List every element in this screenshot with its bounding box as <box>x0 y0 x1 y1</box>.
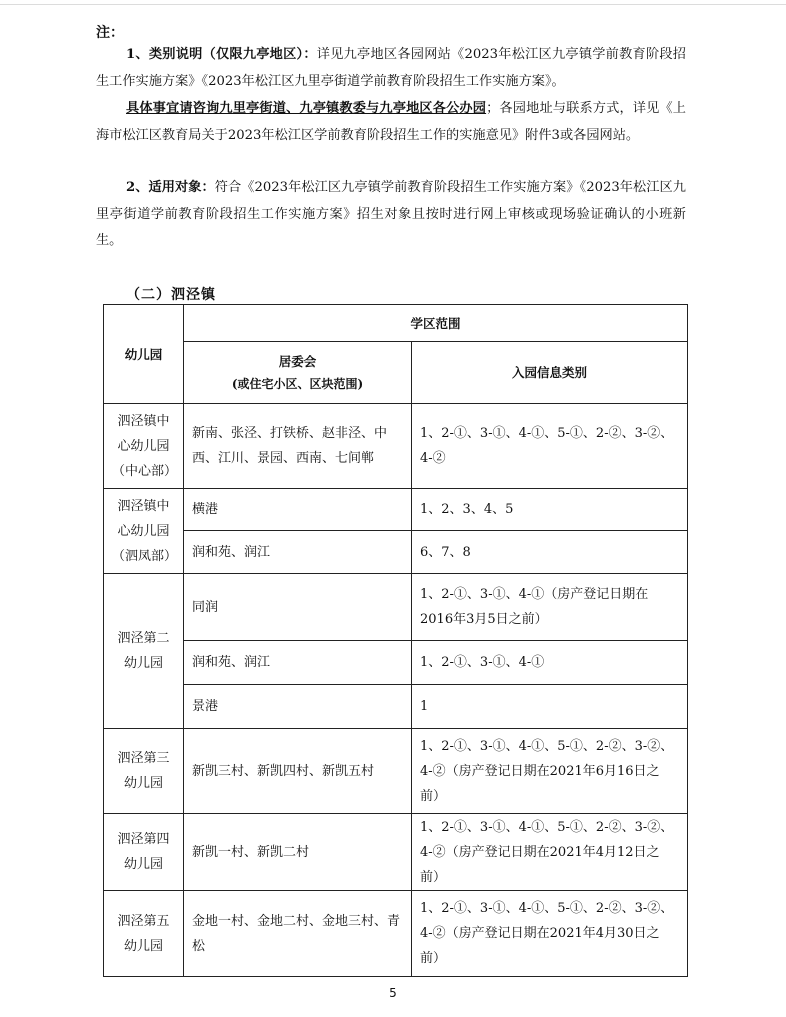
top-border-line <box>0 4 786 5</box>
table-row <box>104 489 688 531</box>
note-title: 注： <box>96 25 124 41</box>
category-cell: 1、2-①、3-①、4-① <box>412 641 688 685</box>
kindergarten-cell: 泗泾第二幼儿园 <box>104 574 184 729</box>
table-row <box>104 574 688 641</box>
note-item-2-text: 符合《2023年松江区九亭镇学前教育阶段招生工作实施方案》《2023年松江区九里亭街道学前教育阶段招生工作实施方案》招生对象且按时进行网上审核或现场验证确认的小班新生。 <box>96 180 686 248</box>
category-cell: 1、2-①、3-①、4-①、5-①、2-②、3-②、4-② <box>412 404 688 489</box>
header-kindergarten: 幼儿园 <box>104 305 184 404</box>
header-category: 入园信息类别 <box>412 342 688 404</box>
table-row <box>104 891 688 977</box>
category-cell: 1、2-①、3-①、4-①、5-①、2-②、3-②、4-②（房产登记日期在2021年4月12日之前） <box>412 814 688 891</box>
area-cell: 新南、张泾、打铁桥、赵非泾、中西、江川、景园、西南、七间郸 <box>184 404 412 489</box>
note-item-1-contact-text: ；各园地址与联系方式，详见《上海市松江区教育局关于2023年松江区学前教育阶段招生工作的实施意见》附件3或各园网站。 <box>96 101 686 143</box>
header-committee-sub: (或住宅小区、区块范围) <box>231 376 364 391</box>
kindergarten-cell: 泗泾第四幼儿园 <box>104 814 184 891</box>
kindergarten-cell: 泗泾镇中心幼儿园（中心部） <box>104 404 184 489</box>
note-item-2-label: 2、适用对象： <box>126 180 215 195</box>
note-item-1 <box>96 42 686 95</box>
area-cell: 新凯三村、新凯四村、新凯五村 <box>184 729 412 814</box>
note-item-1-label: 1、类别说明（仅限九亭地区）： <box>126 47 317 62</box>
kindergarten-cell: 泗泾第五幼儿园 <box>104 891 184 977</box>
table-row <box>104 404 688 489</box>
category-cell: 6、7、8 <box>412 531 688 574</box>
note-item-1-contact <box>96 96 686 149</box>
note-item-1-text: 详见九亭地区各园网站《2023年松江区九亭镇学前教育阶段招生工作实施方案》《2023年松江区九里亭街道学前教育阶段招生工作实施方案》。 <box>96 47 686 89</box>
area-cell: 同润 <box>184 574 412 641</box>
kindergarten-cell: 泗泾第三幼儿园 <box>104 729 184 814</box>
category-cell: 1 <box>412 685 688 729</box>
header-district: 学区范围 <box>184 305 688 342</box>
area-cell: 润和苑、润江 <box>184 531 412 574</box>
category-cell: 1、2-①、3-①、4-①、5-①、2-②、3-②、4-②（房产登记日期在2021年6月16日之前） <box>412 729 688 814</box>
category-cell: 1、2-①、3-①、4-①（房产登记日期在2016年3月5日之前） <box>412 574 688 641</box>
category-cell: 1、2-①、3-①、4-①、5-①、2-②、3-②、4-②（房产登记日期在2021年4月30日之前） <box>412 891 688 977</box>
section-title: （二）泗泾镇 <box>126 287 216 303</box>
table-row <box>104 641 688 685</box>
note-item-1-contact-bold: 具体事宜请咨询九里亭街道、九亭镇教委与九亭地区各公办园 <box>126 101 487 116</box>
note-item-2 <box>96 175 686 255</box>
kindergarten-cell: 泗泾镇中心幼儿园（泗凤部） <box>104 489 184 574</box>
enrollment-table <box>103 304 688 977</box>
area-cell: 润和苑、润江 <box>184 641 412 685</box>
header-committee <box>184 342 412 404</box>
table-row <box>104 685 688 729</box>
table-row <box>104 814 688 891</box>
category-cell: 1、2、3、4、5 <box>412 489 688 531</box>
table-row <box>104 729 688 814</box>
area-cell: 景港 <box>184 685 412 729</box>
area-cell: 金地一村、金地二村、金地三村、青松 <box>184 891 412 977</box>
area-cell: 新凯一村、新凯二村 <box>184 814 412 891</box>
header-committee-label: 居委会 <box>278 353 317 369</box>
table-row <box>104 531 688 574</box>
area-cell: 横港 <box>184 489 412 531</box>
page-number: 5 <box>389 986 397 1000</box>
